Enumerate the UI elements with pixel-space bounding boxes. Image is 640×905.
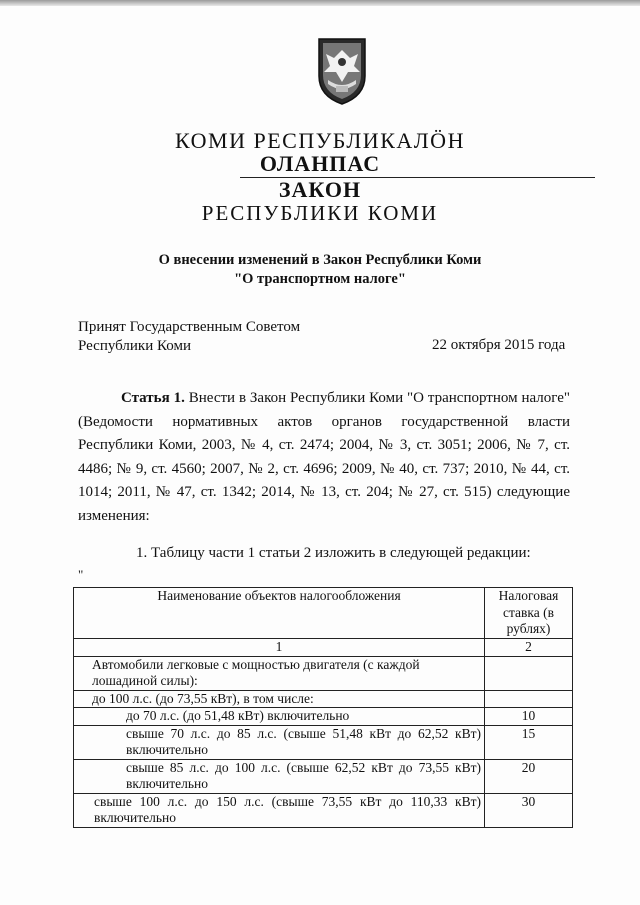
adoption-info xyxy=(78,318,300,356)
row-tax-rate: 15 xyxy=(485,725,573,759)
adoption-line-2: Республики Коми xyxy=(78,338,191,354)
row-object-name: до 100 л.с. (до 73,55 кВт), в том числе: xyxy=(74,690,485,708)
row-tax-rate: 20 xyxy=(485,759,573,793)
header-zakon: ЗАКОН xyxy=(278,177,362,202)
row-tax-rate: 30 xyxy=(485,793,573,827)
table-row xyxy=(74,793,573,827)
adoption-line-1: Принят Государственным Советом xyxy=(78,319,301,335)
row-tax-rate xyxy=(485,656,573,690)
subtitle-line-2: "О транспортном налоге" xyxy=(234,271,406,287)
column-number-2: 2 xyxy=(485,639,573,657)
article-1-text: Внести в Закон Республики Коми "О транспортном налоге" (Ведомости нормативных актов органов государственной власти Республики Коми, 2003, № 4, ст. 2474; 2004, № 3, ст. 3051; 2006, № 7, ст. 4486; № 9, ст. 4560; 2007, № 2, ст. 4696; 2009, № 40, ст. 737; 2010, № 44, ст. 1014; 2011, № 47, ст. 1342; 2014, № 13, ст. 204; № 27, ст. 515) следующие изменения: xyxy=(78,390,571,524)
header-republic-ru: РЕСПУБЛИКИ КОМИ xyxy=(201,201,439,225)
column-number-1: 1 xyxy=(74,639,485,657)
row-object-name: свыше 100 л.с. до 150 л.с. (свыше 73,55 кВт до 110,33 кВт) включительно xyxy=(74,793,485,827)
item-1: 1. Таблицу части 1 статьи 2 изложить в следующей редакции: xyxy=(136,545,531,561)
row-object-name: до 70 л.с. (до 51,48 кВт) включительно xyxy=(74,708,485,726)
row-object-name: Автомобили легковые с мощностью двигателя (с каждой лошадиной силы): xyxy=(74,656,485,690)
article-1-label: Статья 1. xyxy=(121,390,185,406)
header-object-name: Наименование объектов налогообложения xyxy=(74,588,485,639)
table-number-row xyxy=(74,639,573,657)
subtitle-line-1: О внесении изменений в Закон Республики Коми xyxy=(158,252,482,268)
table-header-row xyxy=(74,588,573,639)
row-object-name: свыше 70 л.с. до 85 л.с. (свыше 51,48 кВт до 62,52 кВт) включительно xyxy=(74,725,485,759)
table-row xyxy=(74,708,573,726)
header-republic-komi: КОМИ РЕСПУБЛИКАЛÖН xyxy=(175,128,465,153)
coat-of-arms-icon xyxy=(316,36,368,106)
tax-rate-table xyxy=(73,587,573,828)
header-tax-rate: Налоговая ставка (в рублях) xyxy=(485,588,573,639)
table-row xyxy=(74,759,573,793)
law-subtitle xyxy=(0,251,640,289)
article-1-paragraph xyxy=(78,387,570,529)
open-quote: " xyxy=(78,567,84,582)
row-object-name: свыше 85 л.с. до 100 л.с. (свыше 62,52 кВт до 73,55 кВт) включительно xyxy=(74,759,485,793)
table-row xyxy=(74,690,573,708)
scan-top-edge xyxy=(0,0,640,6)
header-olanpas: ОЛАНПАС xyxy=(259,151,381,176)
row-tax-rate: 10 xyxy=(485,708,573,726)
table-row xyxy=(74,656,573,690)
table-row xyxy=(74,725,573,759)
row-tax-rate xyxy=(485,690,573,708)
adoption-date: 22 октября 2015 года xyxy=(432,337,566,353)
